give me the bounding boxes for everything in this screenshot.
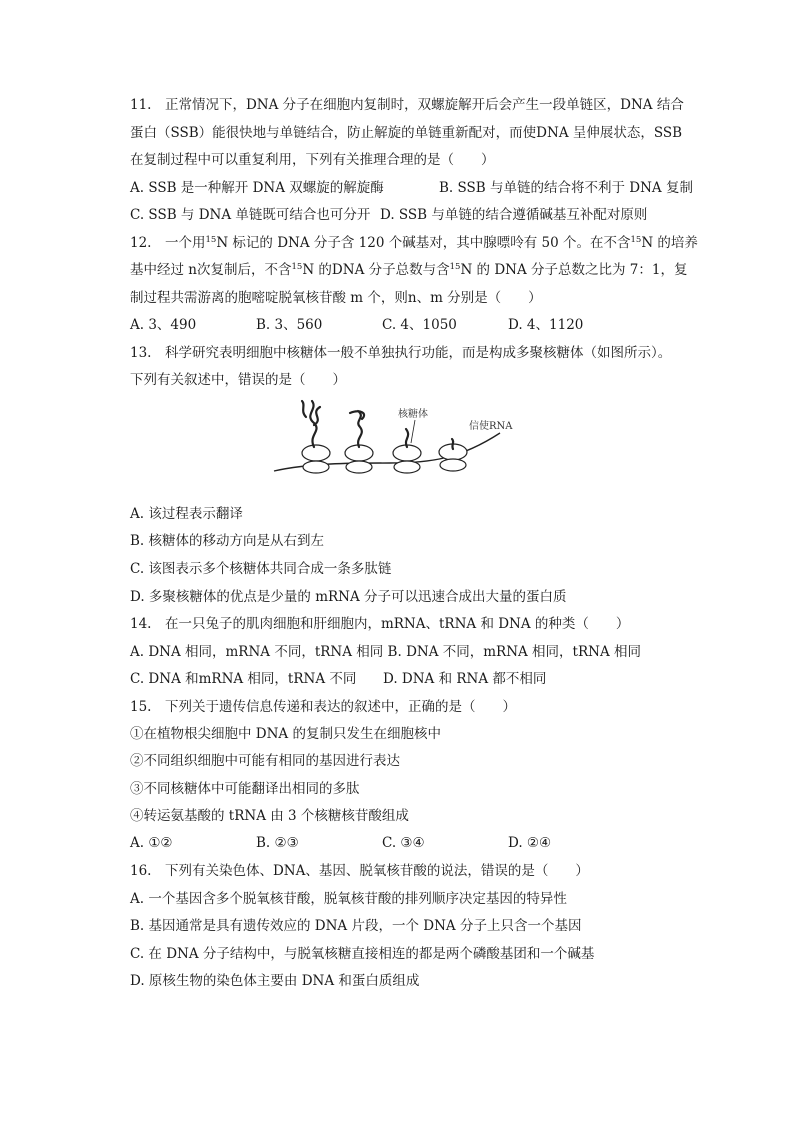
- q11-option-d: D. SSB 与单链的结合遵循碱基互补配对原则: [380, 207, 648, 223]
- q11-stem-line1: 11. 正常情况下，DNA 分子在细胞内复制时，双螺旋解开后会产生一段单链区，DNA 结合: [130, 97, 684, 113]
- q12-stem-line1: 12. 一个用$^{15}$N 标记的 DNA 分子含 120 个碱基对，其中腺嘌呤有 50 个。在不含$^{15}$N 的培养: [130, 235, 698, 251]
- q15-stem: 15. 下列关于遗传信息传递和表达的叙述中，正确的是（ ）: [130, 699, 516, 715]
- q12-option-a: A. 3、490: [130, 317, 197, 333]
- label-mrna: 信使RNA: [469, 421, 513, 432]
- q12-option-b: B. 3、560: [256, 317, 323, 333]
- q12-stem-line2: 基中经过 n次复制后，不含$^{15}$N 的DNA 分子总数与含$^{15}$N 的 DNA 分子总数之比为 7：1，复: [130, 262, 688, 278]
- q13-option-c: C. 该图表示多个核糖体共同合成一条多肽链: [130, 561, 392, 577]
- q12-option-d: D. 4、1120: [508, 317, 584, 333]
- label-ribosome-pointer: [411, 420, 415, 443]
- label-ribosome: 核糖体: [398, 409, 428, 420]
- q15-statement-1: ①在植物根尖细胞中 DNA 的复制只发生在细胞核中: [130, 726, 441, 742]
- q15-statement-4: ④转运氨基酸的 tRNA 由 3 个核糖核苷酸组成: [130, 808, 409, 824]
- q11-option-a: A. SSB 是一种解开 DNA 双螺旋的解旋酶: [130, 180, 384, 196]
- q12-stem-line3: 制过程共需游离的胞嘧啶脱氧核苷酸 m 个，则n、m 分别是（ ）: [130, 290, 542, 306]
- q15-statement-2: ②不同组织细胞中可能有相同的基因进行表达: [130, 753, 400, 769]
- q13-stem-line2: 下列有关叙述中，错误的是（ ）: [130, 372, 346, 388]
- q14-option-d: D. DNA 和 RNA 都不相同: [383, 671, 547, 687]
- q14-stem: 14. 在一只兔子的肌肉细胞和肝细胞内，mRNA、tRNA 和 DNA 的种类（ ）: [130, 616, 630, 632]
- polyribosome-figure: [270, 395, 515, 480]
- q15-option-a: A. ①②: [130, 835, 173, 851]
- q11-option-c: C. SSB 与 DNA 单链既可结合也可分开: [130, 207, 371, 223]
- q13-option-a: A. 该过程表示翻译: [130, 506, 243, 522]
- q12-option-c: C. 4、1050: [382, 317, 457, 333]
- q11-option-b: B. SSB 与单链的结合将不利于 DNA 复制: [439, 180, 693, 196]
- q11-stem-line3: 在复制过程中可以重复利用，下列有关推理合理的是（ ）: [130, 152, 495, 168]
- q16-option-a: A. 一个基因含多个脱氧核苷酸，脱氧核苷酸的排列顺序决定基因的特异性: [130, 891, 567, 907]
- ribosome-3: [393, 445, 421, 473]
- q15-option-b: B. ②③: [256, 835, 299, 851]
- polypeptide-3: [406, 429, 408, 447]
- q11-stem-line2: 蛋白（SSB）能很快地与单链结合，防止解旋的单链重新配对，而使DNA 呈伸展状态，SSB: [130, 125, 683, 141]
- ribosome-2: [345, 445, 373, 473]
- ribosome-1: [302, 445, 330, 473]
- q16-option-b: B. 基因通常是具有遗传效应的 DNA 片段，一个 DNA 分子上只含一个基因: [130, 918, 582, 934]
- polypeptide-2: [350, 411, 364, 447]
- q16-option-d: D. 原核生物的染色体主要由 DNA 和蛋白质组成: [130, 973, 420, 989]
- q14-options-ab: A. DNA 相同，mRNA 不同，tRNA 相同 B. DNA 不同，mRNA 相同，tRNA 相同: [130, 644, 642, 660]
- q13-stem-line1: 13. 科学研究表明细胞中核糖体一般不单独执行功能，而是构成多聚核糖体（如图所示）。: [130, 345, 672, 361]
- q16-stem: 16. 下列有关染色体、DNA、基因、脱氧核苷酸的说法，错误的是（ ）: [130, 863, 589, 879]
- q13-option-b: B. 核糖体的移动方向是从右到左: [130, 533, 325, 549]
- q15-option-c: C. ③④: [382, 835, 425, 851]
- q15-option-d: D. ②④: [508, 835, 552, 851]
- q15-statement-3: ③不同核糖体中可能翻译出相同的多肽: [130, 781, 360, 797]
- polypeptide-4: [452, 439, 453, 449]
- q14-option-c: C. DNA 和mRNA 相同，tRNA 不同: [130, 671, 357, 687]
- q13-option-d: D. 多聚核糖体的优点是少量的 mRNA 分子可以迅速合成出大量的蛋白质: [130, 589, 567, 605]
- polypeptide-1: [302, 401, 320, 447]
- q16-option-c: C. 在 DNA 分子结构中，与脱氧核糖直接相连的都是两个磷酸基团和一个碱基: [130, 946, 595, 962]
